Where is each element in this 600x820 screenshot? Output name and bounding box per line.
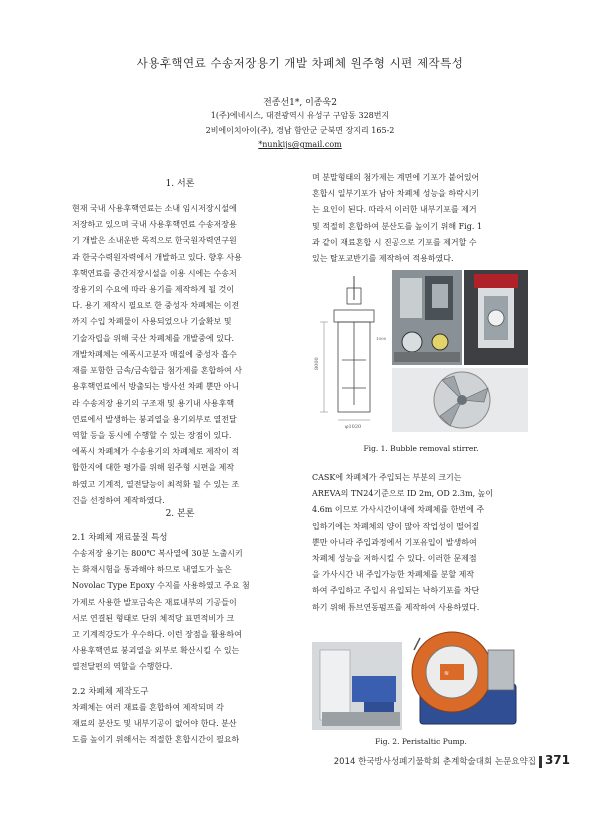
text-line: 열전달편의 역할을 수행한다.	[72, 662, 173, 672]
figure-2-peristaltic-pump	[312, 620, 530, 730]
text-line: 하여 주입하고 주입시 유입되는 낙하기포를 차단	[312, 586, 480, 596]
footer-divider	[539, 756, 542, 768]
dim-label-height: 8000	[314, 357, 320, 370]
right-paragraph-2	[312, 470, 528, 616]
text-line: 과 한국수력원자력에서 개발하고 있다. 향후 사용	[72, 252, 242, 262]
text-line: 도를 높이기 위해서는 적절한 혼합시간이 필요하	[72, 735, 240, 745]
text-line: 역할 등을 동시에 수행할 수 있는 장점이 있다.	[72, 431, 232, 441]
text-line: 혼합시 일부기포가 남아 차폐체 성능을 하락시키	[312, 189, 480, 199]
figure-2-caption: Fig. 2. Peristaltic Pump.	[375, 737, 467, 746]
text-line: 차폐체는 여러 재료를 혼합하여 제작되며 각	[72, 703, 224, 712]
text-line: 까지 수입 차폐물이 사용되었으나 기술확보 및	[72, 317, 232, 327]
pump-logo: ≋	[444, 670, 450, 677]
intro-paragraph-1	[72, 201, 288, 347]
affiliation-2: 2비에이치아이(주), 경남 함안군 군북면 장지리 165-2	[205, 126, 395, 135]
text-line: 저장하고 있으며 국내 사용후핵연료 수송저장용	[72, 220, 237, 230]
authors: 전종선1*, 이종욱2	[263, 98, 337, 108]
text-line: 합한지에 대한 평가를 위해 원주형 시편을 제작	[72, 463, 235, 473]
pump-photos	[312, 620, 530, 730]
page-number: 371	[544, 753, 570, 767]
affiliation-1: 1(주)에네시스, 대전광역시 유성구 구암동 328번지	[210, 111, 390, 120]
text-line: 을 가사시간 내 주입가능한 차폐체를 분할 제작	[312, 570, 475, 580]
text-line: CASK에 차폐체가 주입되는 부분의 크기는	[312, 473, 462, 482]
author-email[interactable]: *nunkijs@gmail.com	[258, 140, 342, 149]
section-heading-body: 2. 본론	[165, 509, 195, 519]
subsection-2-1-text	[72, 546, 288, 676]
intro-paragraph-2	[72, 347, 288, 509]
text-line: 연료에서 발생하는 붕괴열을 용기외부로 열전달	[72, 414, 237, 424]
dim-label-small: 1000	[376, 336, 387, 341]
right-paragraph-1	[312, 170, 528, 267]
text-line: 입하기에는 차폐체의 양이 많아 작업성이 떨어질	[312, 521, 480, 531]
figure-1-caption: Fig. 1. Bubble removal stirrer.	[363, 444, 479, 453]
text-line: 과 같이 재료혼합 시 진공으로 기포를 제거할 수	[312, 237, 477, 247]
subsection-2-2-text	[72, 700, 288, 749]
text-line: 다. 용기 제작시 필요로 한 중성자 차폐체는 이전	[72, 301, 240, 311]
text-line: 및 적절히 혼합하여 분산도를 높이기 위해 Fig. 1	[312, 221, 483, 231]
text-line: 며 분말형태의 첨가제는 계면에 기포가 붙어있어	[312, 173, 480, 182]
text-line: 고 기계적강도가 우수하다. 이런 장점을 활용하여	[72, 630, 242, 640]
text-line: AREVA의 TN24기준으로 ID 2m, OD 2.3m, 높이	[312, 489, 494, 499]
paper-title: 사용후핵연료 수송저장용기 개발 차폐체 원주형 시편 제작특성	[136, 56, 464, 70]
text-line: 있는 탈포교반기를 제작하여 적용하였다.	[312, 254, 454, 264]
text-line: 장용기의 수요에 따라 용기를 제작하게 될 것이	[72, 285, 235, 295]
text-line: 라 수송저장 용기의 구조재 및 용기내 사용후핵	[72, 398, 235, 408]
text-line: 차폐체 성능을 저하시킬 수 있다. 이러한 문제점	[312, 554, 477, 564]
text-line: 현재 국내 사용후핵연료는 소내 임시저장시설에	[72, 204, 237, 213]
section-heading-intro: 1. 서론	[165, 179, 195, 189]
dim-label-diameter: φ1020	[345, 424, 362, 430]
text-line: Novolac Type Epoxy 수지를 사용하였고 주요 첨	[72, 581, 250, 591]
text-line: 사용후핵연료 붕괴열을 외부로 확산시킬 수 있는	[72, 646, 240, 656]
text-line: 개발차폐체는 에폭시고분자 매질에 중성자 흡수	[72, 350, 237, 359]
text-line: 4.6m 이므로 가사시간이내에 차폐체를 한번에 주	[312, 505, 485, 515]
text-line: 재를 포함한 금속/금속합금 첨가제를 혼합하여 사	[72, 366, 242, 376]
text-line: 서로 연결된 형태로 단위 체적당 표면적비가 크	[72, 613, 235, 623]
subsection-heading-2-2: 2.2 차폐체 제작도구	[72, 687, 149, 697]
text-line: 에폭시 차폐체가 수송용기의 차폐체로 제작이 적	[72, 447, 240, 457]
text-line: 용후핵연료에서 방출되는 방사선 차폐 뿐만 아니	[72, 382, 240, 392]
text-line: 하였고 기계적, 열전달능이 최적화 될 수 있는 조	[72, 479, 240, 489]
text-line: 하기 위해 튜브연동펌프를 제작하여 사용하였다.	[312, 602, 480, 612]
text-line: 건을 선정하여 제작하였다.	[72, 495, 165, 505]
text-line: 는 화재시험을 통과해야 하므로 내열도가 높은	[72, 565, 232, 575]
text-line: 기 개발은 소내운반 목적으로 한국원자력연구원	[72, 236, 237, 246]
text-line: 뿐만 아니라 주입과정에서 기포유입이 발생하여	[312, 537, 477, 547]
text-line: 재료의 분산도 및 내부기공이 없어야 한다. 분산	[72, 719, 237, 729]
footer-text: 2014 한국방사성폐기물학회 춘계학술대회 논문요약집	[333, 757, 536, 767]
text-line: 는 요인이 된다. 따라서 이러한 내부기포를 제거	[312, 205, 477, 215]
page-footer	[300, 753, 570, 768]
text-line: 가제로 사용한 발포금속은 재료내부의 기공들이	[72, 597, 237, 607]
text-line: 기술자립을 위해 국산 차폐체를 개발중에 있다.	[72, 333, 235, 343]
text-line: 후핵연료를 중간저장시설을 이용 시에는 수송저	[72, 268, 237, 278]
subsection-heading-2-1: 2.1 차폐체 재료물질 특성	[72, 533, 168, 543]
figure-1-bubble-removal-stirrer	[312, 270, 530, 435]
text-line: 수송저장 용기는 800℃ 복사열에 30분 노출시키	[72, 549, 243, 558]
stirrer-drawing	[312, 270, 530, 435]
